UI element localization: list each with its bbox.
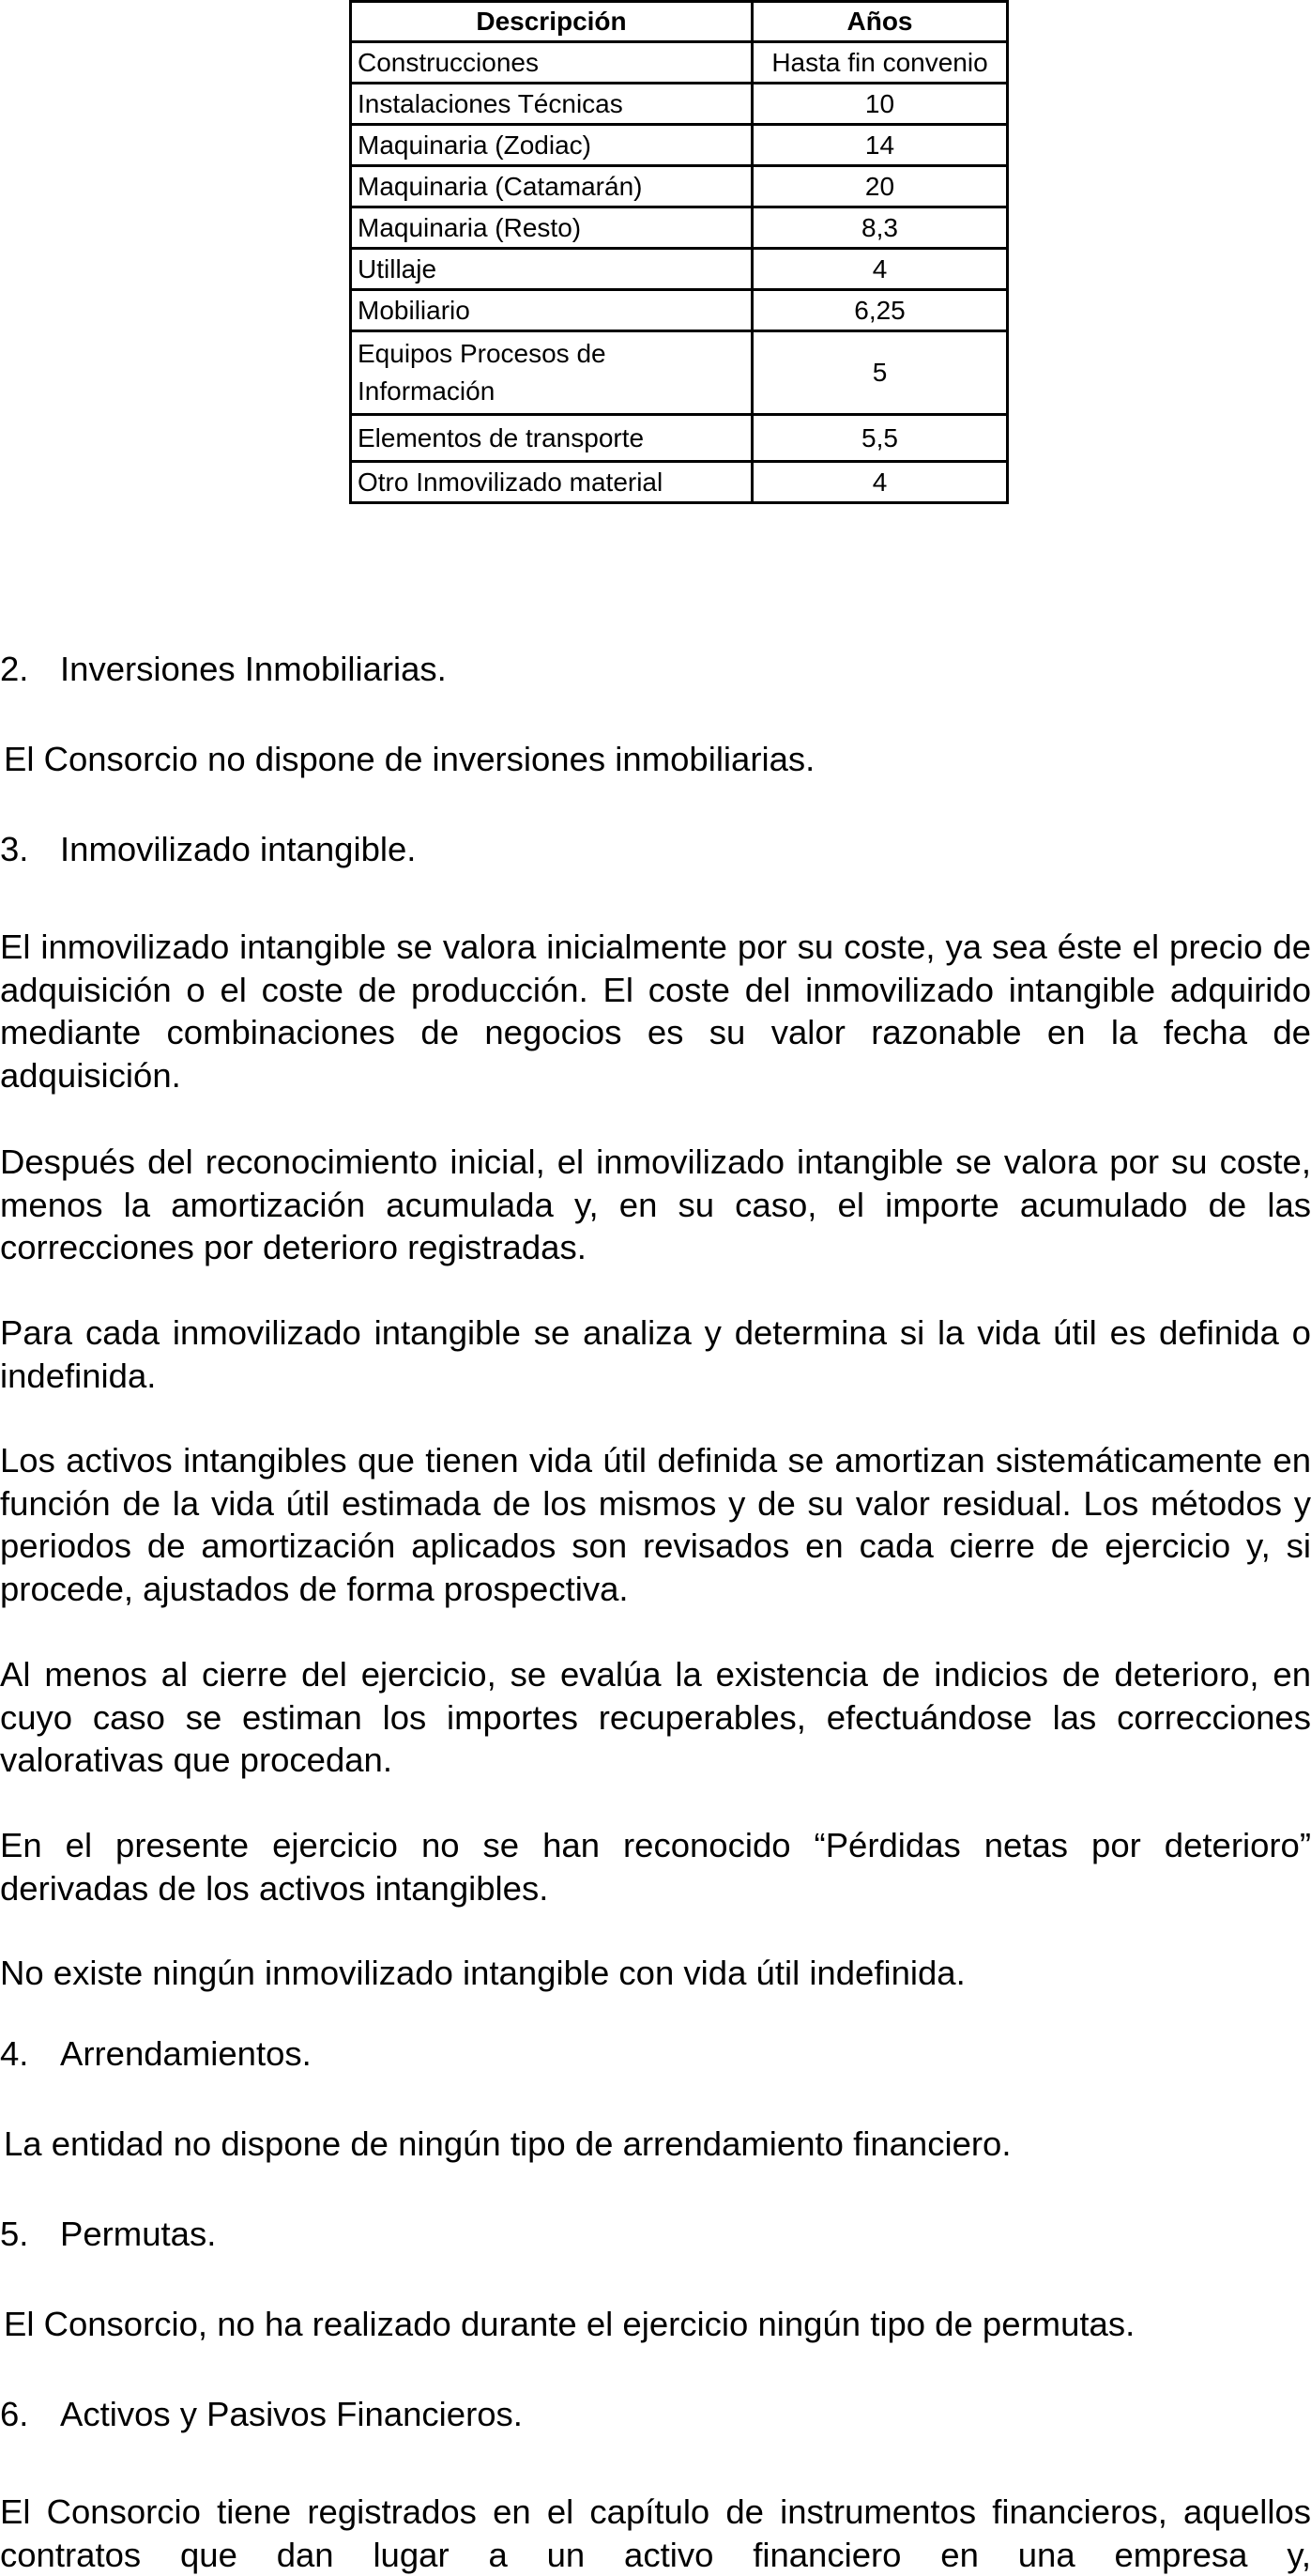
table-row [351,125,1008,166]
row-years: 20 [753,166,1008,207]
section-number: 4. [0,2034,29,2073]
row-description: Utillaje [351,249,753,290]
table-row [351,166,1008,207]
paragraph: Después del reconocimiento inicial, el inmovilizado intangible se valora por su coste, menos la amortización acumulada y, en su caso, el importe acumulado de las correcciones por deterioro registradas. [0,1142,1311,1266]
table-row [351,290,1008,331]
paragraph: Al menos al cierre del ejercicio, se evalúa la existencia de indicios de deterioro, en cuyo caso se estiman los importes recuperables, efectuándose las correcciones valorativas que procedan. [0,1655,1311,1779]
section-heading-5 [0,2213,1311,2256]
section-heading-3 [0,828,1311,871]
row-description: Construcciones [351,42,753,84]
row-description: Elementos de transporte [351,415,753,462]
section-heading-6 [0,2393,1311,2436]
row-years: 14 [753,125,1008,166]
header-description: Descripción [351,2,753,42]
header-years: Años [753,2,1008,42]
paragraph: El Consorcio no dispone de inversiones inmobiliarias. [4,740,816,778]
row-years: 5 [753,331,1008,415]
paragraph: Para cada inmovilizado intangible se analiza y determina si la vida útil es definida o indefinida. [0,1313,1311,1395]
table-row [351,84,1008,125]
paragraph: El Consorcio tiene registrados en el capítulo de instrumentos financieros, aquellos contratos que dan lugar a un activo financiero en una empresa y, [0,2492,1311,2574]
table-row [351,42,1008,84]
row-description: Maquinaria (Catamarán) [351,166,753,207]
row-years: 5,5 [753,415,1008,462]
table-row [351,331,1008,415]
row-years: 6,25 [753,290,1008,331]
row-description: Maquinaria (Resto) [351,207,753,249]
amortization-table [349,0,1009,504]
table-row [351,462,1008,503]
row-years: 8,3 [753,207,1008,249]
paragraph: En el presente ejercicio no se han reconocido “Pérdidas netas por deterioro” derivadas de los activos intangibles. [0,1826,1311,1908]
row-description: Maquinaria (Zodiac) [351,125,753,166]
row-years: 10 [753,84,1008,125]
section-number: 5. [0,2215,29,2253]
paragraph: No existe ningún inmovilizado intangible con vida útil indefinida. [0,1954,966,1992]
row-years: Hasta fin convenio [753,42,1008,84]
section-number: 2. [0,650,29,688]
paragraph: La entidad no dispone de ningún tipo de arrendamiento financiero. [4,2124,1012,2163]
section-number: 3. [0,830,29,868]
section-title: Activos y Pasivos Financieros. [60,2395,523,2433]
section-title: Inmovilizado intangible. [60,830,417,868]
table-row [351,415,1008,462]
table-row [351,249,1008,290]
paragraph: El Consorcio, no ha realizado durante el ejercicio ningún tipo de permutas. [4,2305,1136,2343]
table-row [351,207,1008,249]
row-years: 4 [753,249,1008,290]
row-description: Otro Inmovilizado material [351,462,753,503]
section-title: Arrendamientos. [60,2034,312,2073]
section-heading-2 [0,648,1311,691]
section-number: 6. [0,2395,29,2433]
row-years: 4 [753,462,1008,503]
section-heading-4 [0,2032,1311,2076]
section-title: Inversiones Inmobiliarias. [60,650,447,688]
paragraph: Los activos intangibles que tienen vida útil definida se amortizan sistemáticamente en función de la vida útil estimada de los mismos y de su valor residual. Los métodos y periodos de amortización aplicados son revisados en cada cierre de ejercicio y, si procede, ajustados de forma prospectiva. [0,1441,1311,1608]
table-header-row [351,2,1008,42]
section-title: Permutas. [60,2215,217,2253]
row-description: Equipos Procesos de Información [351,331,753,415]
paragraph: El inmovilizado intangible se valora inicialmente por su coste, ya sea éste el precio de adquisición o el coste de producción. El coste del inmovilizado intangible adquirido mediante combinaciones de negocios es su valor razonable en la fecha de adquisición. [0,928,1311,1095]
row-description: Instalaciones Técnicas [351,84,753,125]
row-description: Mobiliario [351,290,753,331]
